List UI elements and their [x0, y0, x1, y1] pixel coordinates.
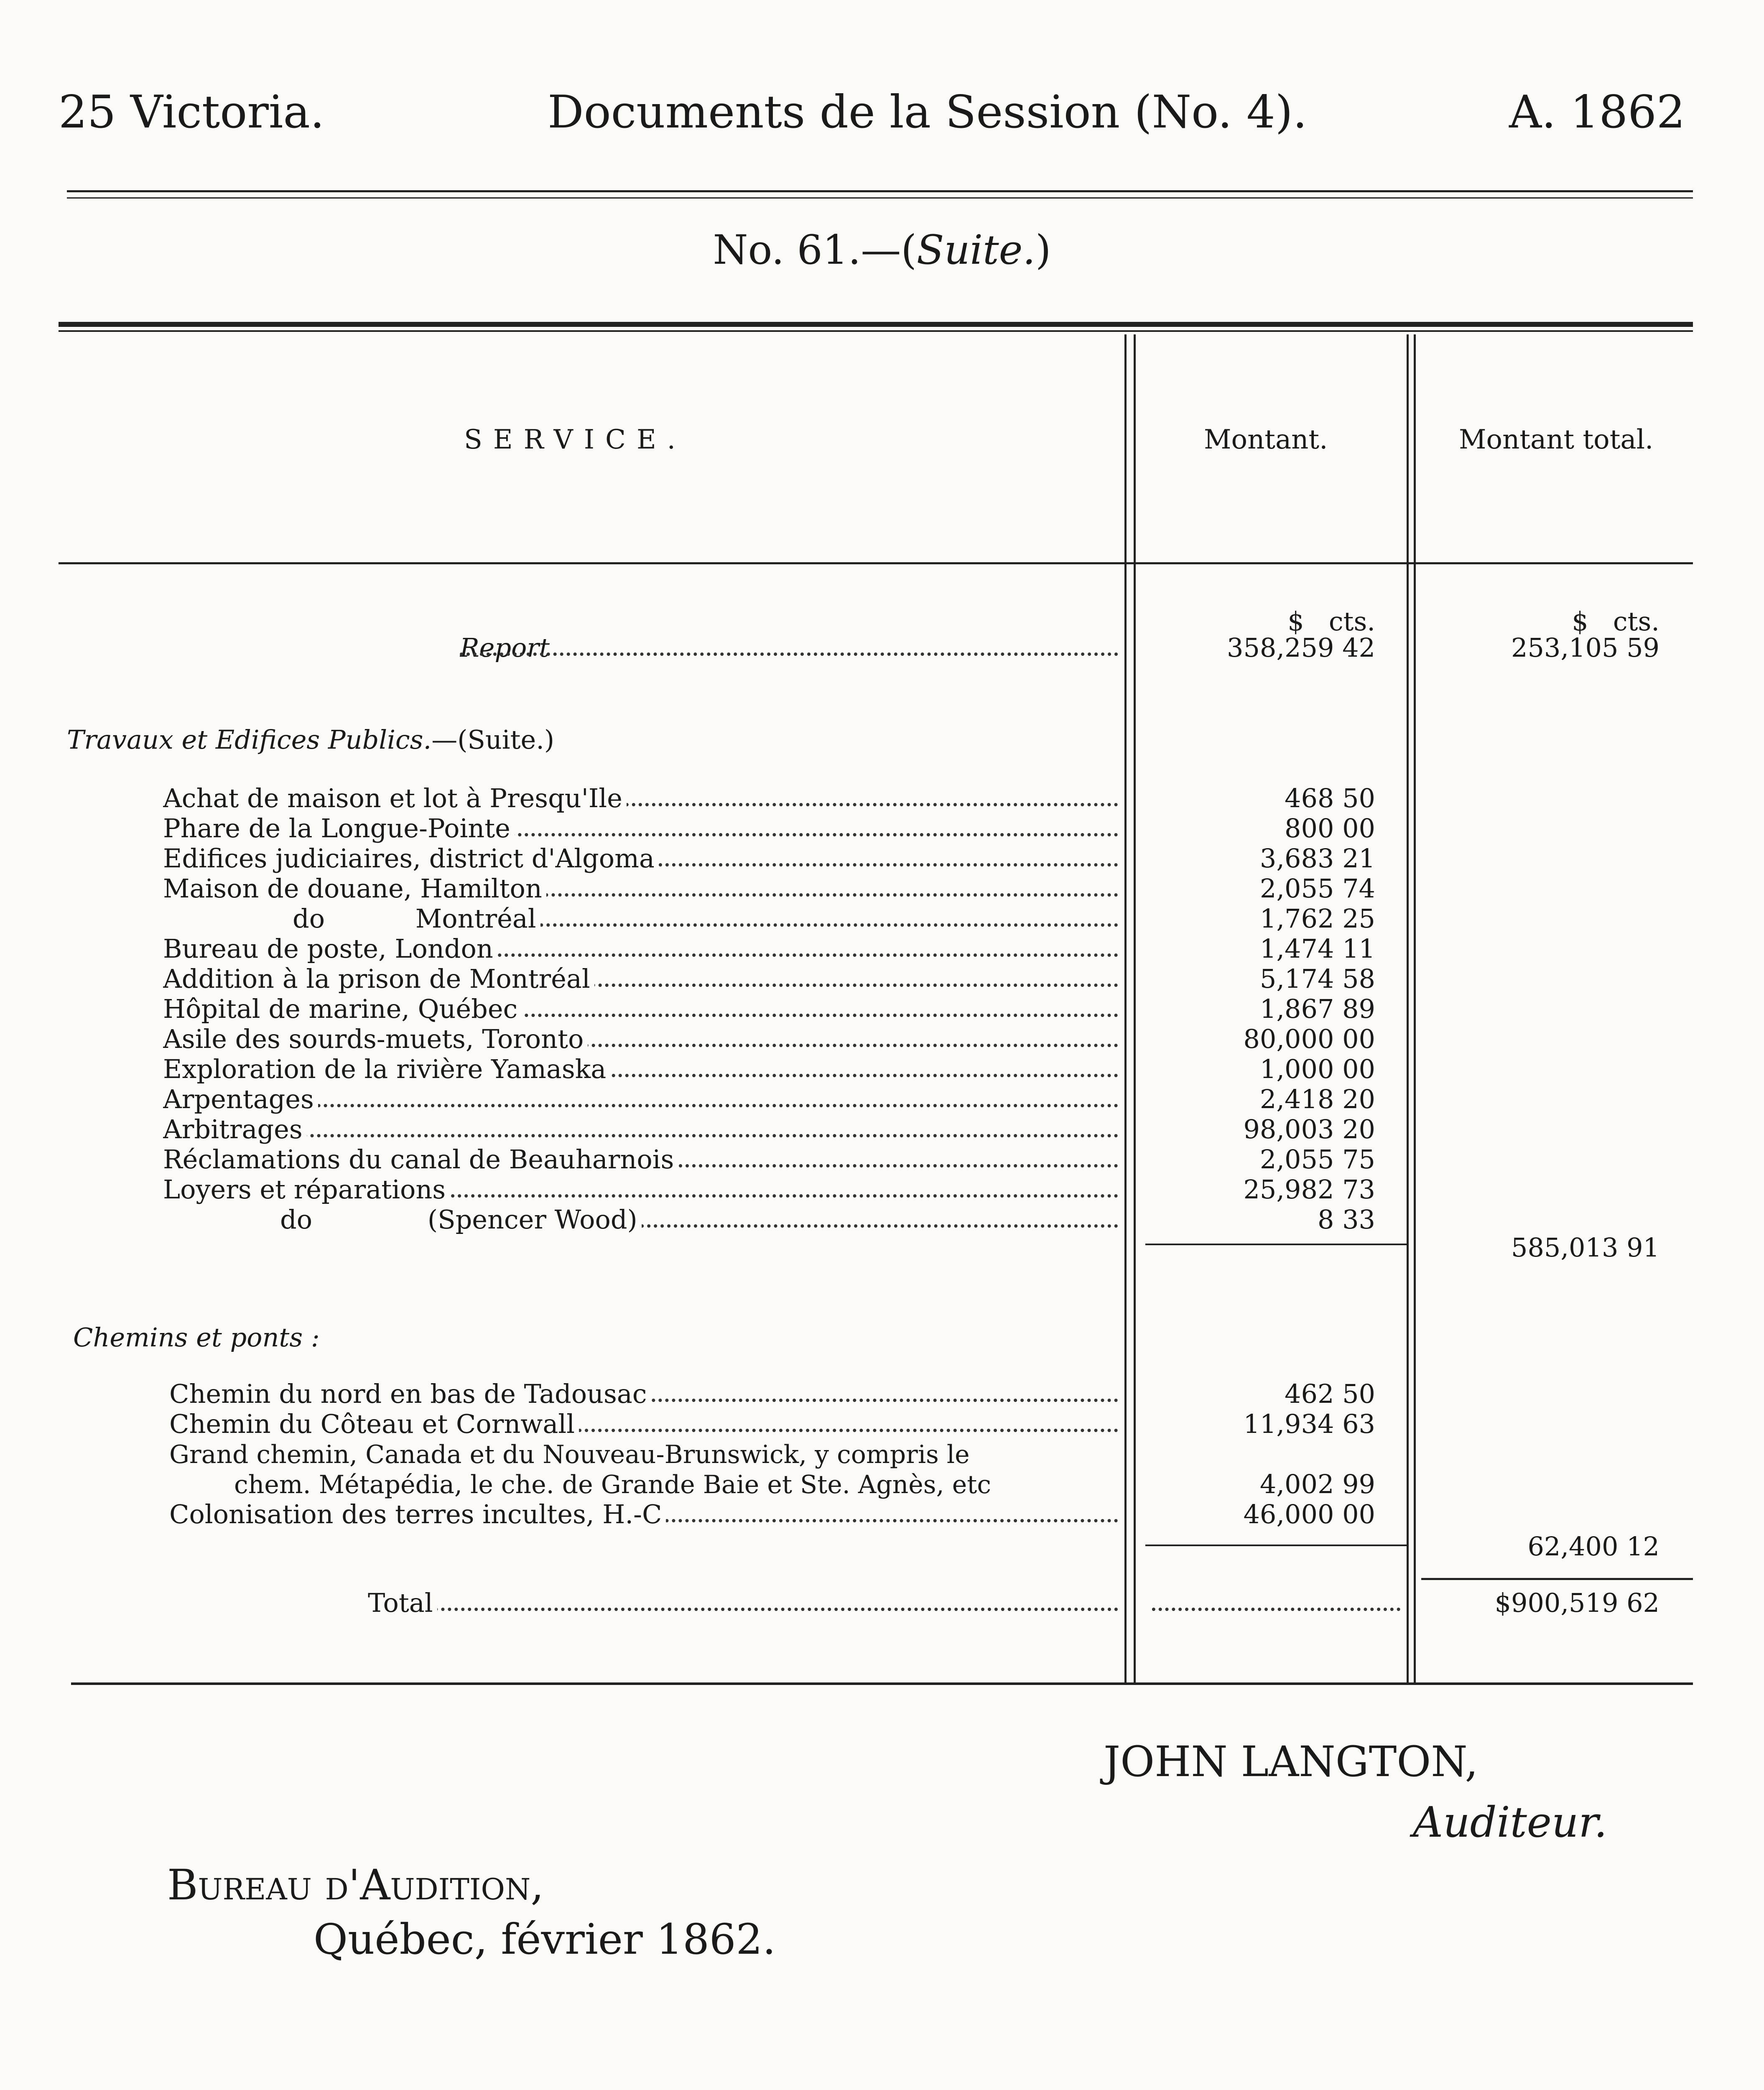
unit-total: $ cts. — [1572, 606, 1659, 637]
table-row: Asile des sourds-muets, Toronto 80,000 00 — [163, 1024, 1375, 1054]
column-header-service: SERVICE. — [464, 424, 686, 455]
table-row: do Montréal 1,762 25 — [293, 903, 1375, 934]
section-title-chemins: Chemins et ponts : — [73, 1322, 320, 1353]
table-row: Phare de la Longue-Pointe 800 00 — [163, 813, 1375, 844]
report-total: 253,105 59 — [1511, 632, 1659, 663]
table-row: do (Spencer Wood) 8 33 — [280, 1204, 1375, 1235]
section1-subtotal: 585,013 91 — [1511, 1232, 1659, 1263]
table-top-rule-thin — [59, 330, 1693, 332]
header-right: A. 1862 — [1509, 86, 1685, 138]
column-header-montant: Montant. — [1204, 424, 1328, 455]
table-row: Chemin du nord en bas de Tadousac 462 50 — [169, 1379, 1375, 1409]
table-row: Hôpital de marine, Québec 1,867 89 — [163, 994, 1375, 1024]
table-row: Réclamations du canal de Beauharnois 2,055 75 — [163, 1144, 1375, 1175]
office-place-date: Québec, février 1862. — [314, 1915, 776, 1964]
header-rule-thin — [67, 197, 1693, 199]
table-row: Exploration de la rivière Yamaska 1,000 00 — [163, 1054, 1375, 1084]
report-label: Report — [460, 633, 550, 663]
table-row: chem. Métapédia, le che. de Grande Baie et Ste. Agnès, etc 4,002 99 — [234, 1469, 1375, 1499]
total-row — [0, 1588, 1764, 1618]
office-name: Bureau d'Audition, — [167, 1861, 544, 1909]
table-row: Colonisation des terres incultes, H.-C 46,000 00 — [169, 1499, 1375, 1529]
header-left: 25 Victoria. — [59, 86, 325, 138]
column-header-total: Montant total. — [1459, 424, 1654, 455]
table-top-rule — [59, 322, 1693, 327]
total-value: $900,519 62 — [1494, 1588, 1659, 1618]
header-bottom-rule — [59, 562, 1693, 564]
report-row — [0, 633, 1764, 663]
total-label: Total — [368, 1588, 437, 1618]
header-rule — [67, 190, 1693, 192]
report-montant: 358,259 42 — [1227, 632, 1375, 663]
header-center: Documents de la Session (No. 4). — [548, 86, 1308, 138]
table-row: Grand chemin, Canada et du Nouveau-Brunswick, y compris le — [0, 1440, 1764, 1469]
table-row: Chemin du Côteau et Cornwall 11,934 63 — [169, 1409, 1375, 1439]
table-row: Loyers et réparations 25,982 73 — [163, 1174, 1375, 1205]
table-row: Arbitrages 98,003 20 — [163, 1114, 1375, 1144]
table-row: Achat de maison et lot à Presqu'Ile 468 50 — [163, 783, 1375, 813]
table-row: Addition à la prison de Montréal 5,174 58 — [163, 963, 1375, 994]
subtotal-rule-2 — [1145, 1545, 1409, 1546]
section-title-travaux: Travaux et Edifices Publics.—(Suite.) — [67, 724, 555, 755]
total-rule — [1421, 1578, 1693, 1580]
table-row: Edifices judiciaires, district d'Algoma 3,683 21 — [163, 843, 1375, 874]
section2-subtotal: 62,400 12 — [1527, 1531, 1659, 1562]
signature-name: JOHN LANGTON, — [1104, 1737, 1478, 1786]
subtotal-rule-1 — [1145, 1244, 1409, 1245]
table-row: Maison de douane, Hamilton 2,055 74 — [163, 873, 1375, 904]
table-bottom-rule — [71, 1682, 1693, 1685]
page-subtitle: No. 61.—(Suite.) — [713, 227, 1051, 273]
table-row: Bureau de poste, London 1,474 11 — [163, 933, 1375, 964]
signature-title: Auditeur. — [1413, 1798, 1607, 1847]
unit-montant: $ cts. — [1287, 606, 1375, 637]
table-row: Arpentages 2,418 20 — [163, 1084, 1375, 1114]
